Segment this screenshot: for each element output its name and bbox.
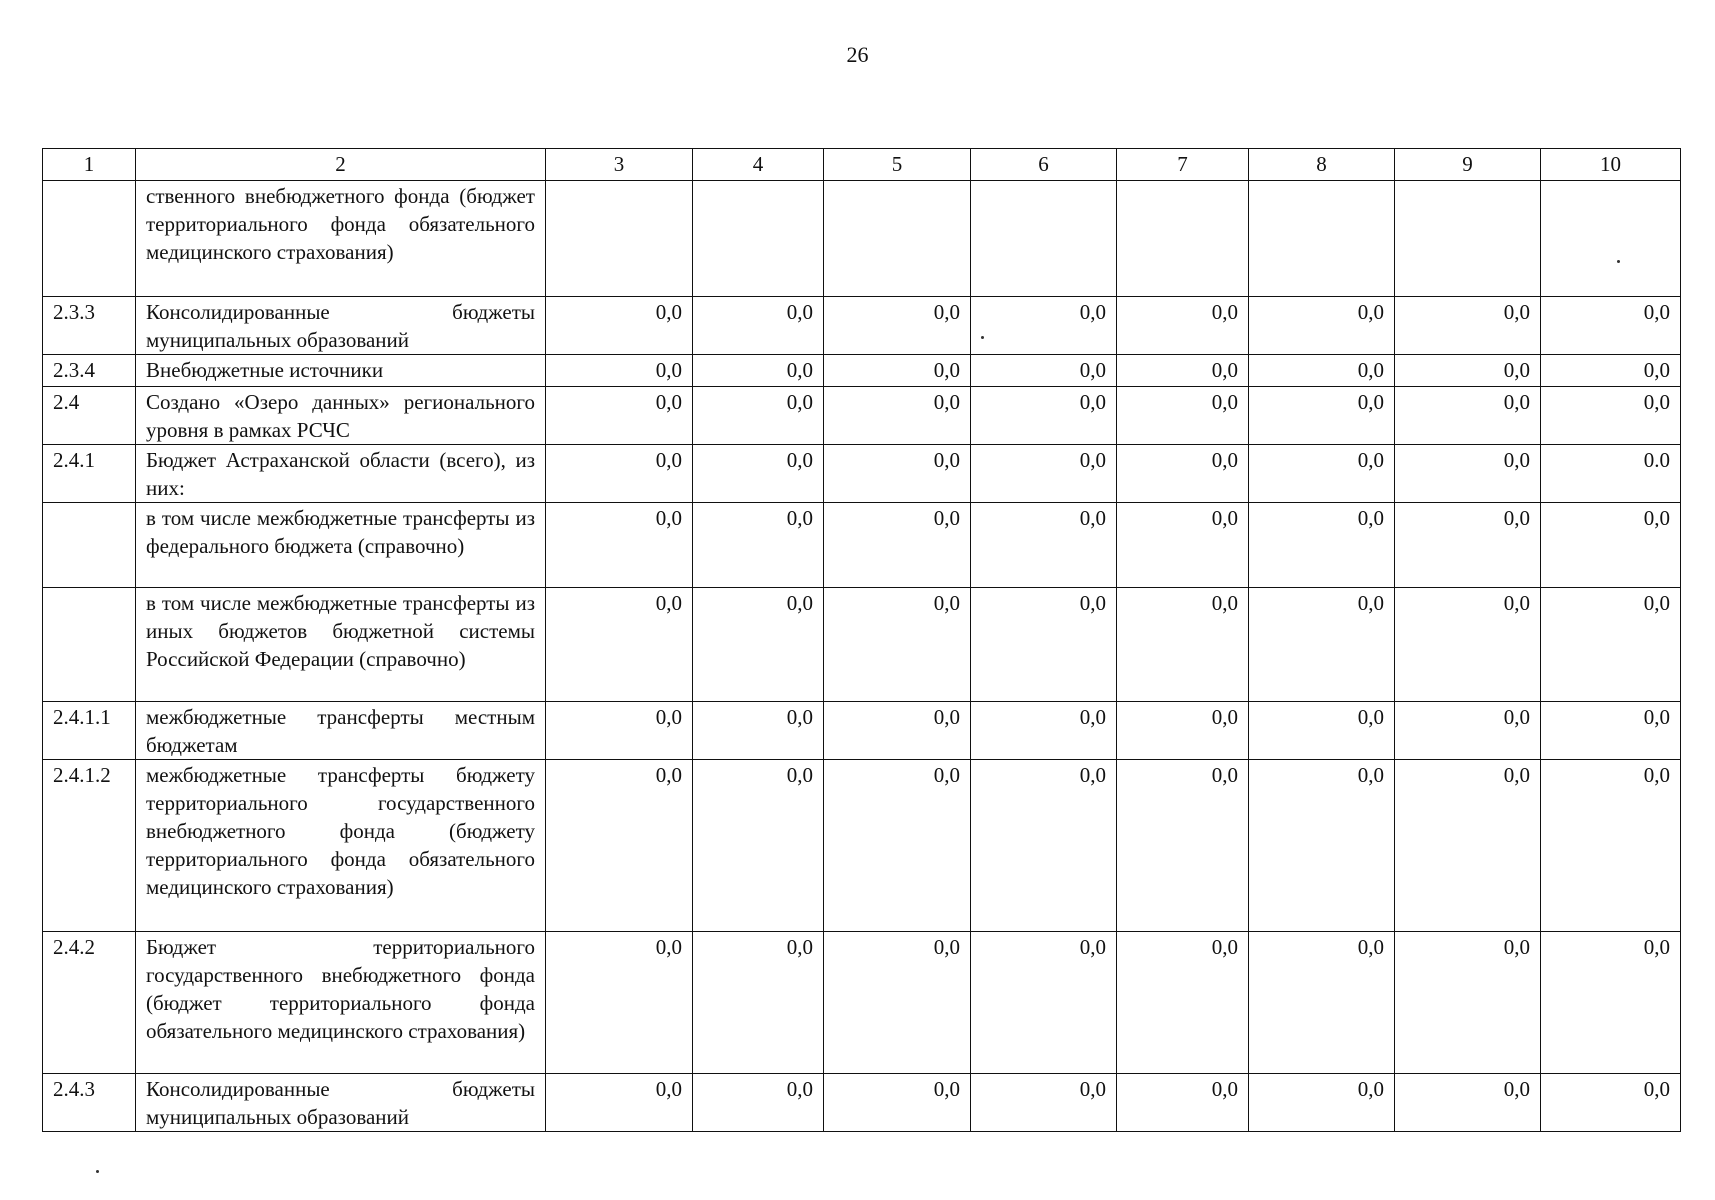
value-cell: 0,0 [1249,355,1395,387]
value-cell: 0,0 [1117,702,1249,760]
value-cell: 0,0 [824,760,971,932]
value-cell: 0,0 [1117,1074,1249,1132]
value-cell: 0,0 [546,387,693,445]
row-name: Создано «Озеро данных» регионального уровня в рамках РСЧС [136,387,546,445]
row-number: 2.4.1.1 [43,702,136,760]
row-number: 2.3.3 [43,297,136,355]
row-name: межбюджетные трансферты бюджету территориального государственного внебюджетного фонда (бюджету территориального фонда обязательного медицинского страхования) [136,760,546,932]
scan-speck [96,1170,99,1173]
row-name: межбюджетные трансферты местным бюджетам [136,702,546,760]
value-cell: 0,0 [1541,297,1681,355]
value-cell: 0,0 [546,1074,693,1132]
table-body [43,181,1681,1132]
value-cell: 0,0 [693,588,824,702]
value-cell: 0,0 [1395,503,1541,588]
value-cell: 0,0 [1541,387,1681,445]
value-cell: 0,0 [1117,297,1249,355]
header-row [43,149,1681,181]
value-cell: 0,0 [1249,297,1395,355]
row-name: ственного внебюджетного фонда (бюджет территориального фонда обязательного медицинского страхования) [136,181,546,297]
header-cell: 7 [1117,149,1249,181]
value-cell: 0,0 [546,445,693,503]
value-cell: 0,0 [1117,503,1249,588]
value-cell: 0,0 [546,588,693,702]
value-cell: 0,0 [824,297,971,355]
table-row [43,297,1681,355]
header-cell: 6 [971,149,1117,181]
value-cell: 0,0 [971,932,1117,1074]
row-name: в том числе межбюджетные трансферты из иных бюджетов бюджетной системы Российской Федерации (справочно) [136,588,546,702]
value-cell: 0,0 [1541,503,1681,588]
scan-speck [981,336,984,339]
value-cell: 0,0 [1395,355,1541,387]
value-cell: 0,0 [1117,445,1249,503]
value-cell: 0,0 [971,503,1117,588]
value-cell: 0,0 [971,760,1117,932]
value-cell: 0.0 [1541,445,1681,503]
value-cell [1117,181,1249,297]
value-cell: 0,0 [1117,760,1249,932]
value-cell: 0,0 [1541,932,1681,1074]
row-number: 2.4.1 [43,445,136,503]
value-cell: 0,0 [693,297,824,355]
value-cell: 0,0 [1249,932,1395,1074]
value-cell: 0,0 [1249,503,1395,588]
value-cell: 0,0 [1249,387,1395,445]
value-cell: 0,0 [546,297,693,355]
row-number [43,503,136,588]
row-number [43,588,136,702]
value-cell: 0,0 [546,932,693,1074]
value-cell: 0,0 [1541,760,1681,932]
value-cell: 0,0 [824,387,971,445]
value-cell: 0,0 [971,702,1117,760]
value-cell [1249,181,1395,297]
header-cell: 9 [1395,149,1541,181]
table-row [43,760,1681,932]
value-cell: 0,0 [693,760,824,932]
row-name: Консолидированные бюджеты муниципальных образований [136,297,546,355]
value-cell: 0,0 [693,702,824,760]
value-cell: 0,0 [693,387,824,445]
value-cell: 0,0 [693,932,824,1074]
value-cell: 0,0 [971,445,1117,503]
value-cell: 0,0 [693,445,824,503]
value-cell: 0,0 [546,355,693,387]
value-cell: 0,0 [693,1074,824,1132]
header-cell: 10 [1541,149,1681,181]
row-name: в том числе межбюджетные трансферты из федерального бюджета (справочно) [136,503,546,588]
row-name: Бюджет Астраханской области (всего), из них: [136,445,546,503]
scan-speck [1617,260,1620,263]
value-cell [971,181,1117,297]
value-cell [1395,181,1541,297]
row-number: 2.4 [43,387,136,445]
value-cell: 0,0 [546,702,693,760]
value-cell: 0,0 [1249,588,1395,702]
value-cell: 0,0 [1395,387,1541,445]
value-cell: 0,0 [824,503,971,588]
header-cell: 1 [43,149,136,181]
row-number: 2.4.2 [43,932,136,1074]
row-name: Консолидированные бюджеты муниципальных образований [136,1074,546,1132]
table-row [43,181,1681,297]
value-cell: 0,0 [1249,1074,1395,1132]
table-row [43,702,1681,760]
value-cell: 0,0 [971,1074,1117,1132]
budget-table [42,148,1681,1132]
header-cell: 5 [824,149,971,181]
row-number [43,181,136,297]
value-cell: 0,0 [1395,297,1541,355]
header-cell: 8 [1249,149,1395,181]
value-cell: 0,0 [1117,932,1249,1074]
value-cell [1541,181,1681,297]
value-cell: 0,0 [1395,445,1541,503]
value-cell: 0,0 [1395,588,1541,702]
value-cell: 0,0 [971,387,1117,445]
value-cell: 0,0 [1541,588,1681,702]
value-cell: 0,0 [824,445,971,503]
table-row [43,355,1681,387]
table-row [43,1074,1681,1132]
value-cell: 0,0 [1249,760,1395,932]
value-cell [824,181,971,297]
value-cell: 0,0 [824,932,971,1074]
value-cell: 0,0 [1541,702,1681,760]
value-cell: 0,0 [1541,1074,1681,1132]
table-header [43,149,1681,181]
table-row [43,445,1681,503]
header-cell: 2 [136,149,546,181]
page-number: 26 [846,42,869,67]
row-number: 2.4.1.2 [43,760,136,932]
value-cell: 0,0 [546,503,693,588]
table-row [43,387,1681,445]
value-cell: 0,0 [1395,760,1541,932]
value-cell: 0,0 [971,355,1117,387]
value-cell: 0,0 [1117,355,1249,387]
table-row [43,503,1681,588]
row-name: Бюджет территориального государственного внебюджетного фонда (бюджет территориального фонда обязательного медицинского страхования) [136,932,546,1074]
row-number: 2.3.4 [43,355,136,387]
value-cell: 0,0 [824,355,971,387]
table-row [43,932,1681,1074]
value-cell: 0,0 [1395,702,1541,760]
value-cell: 0,0 [546,760,693,932]
value-cell: 0,0 [1541,355,1681,387]
value-cell: 0,0 [1249,445,1395,503]
value-cell [546,181,693,297]
value-cell [693,181,824,297]
value-cell: 0,0 [1395,932,1541,1074]
value-cell: 0,0 [693,355,824,387]
value-cell: 0,0 [1117,387,1249,445]
value-cell: 0,0 [971,588,1117,702]
header-cell: 3 [546,149,693,181]
value-cell: 0,0 [1395,1074,1541,1132]
value-cell: 0,0 [824,1074,971,1132]
value-cell: 0,0 [971,297,1117,355]
header-cell: 4 [693,149,824,181]
value-cell: 0,0 [1249,702,1395,760]
value-cell: 0,0 [824,702,971,760]
value-cell: 0,0 [1117,588,1249,702]
row-number: 2.4.3 [43,1074,136,1132]
value-cell: 0,0 [693,503,824,588]
table-row [43,588,1681,702]
value-cell: 0,0 [824,588,971,702]
row-name: Внебюджетные источники [136,355,546,387]
